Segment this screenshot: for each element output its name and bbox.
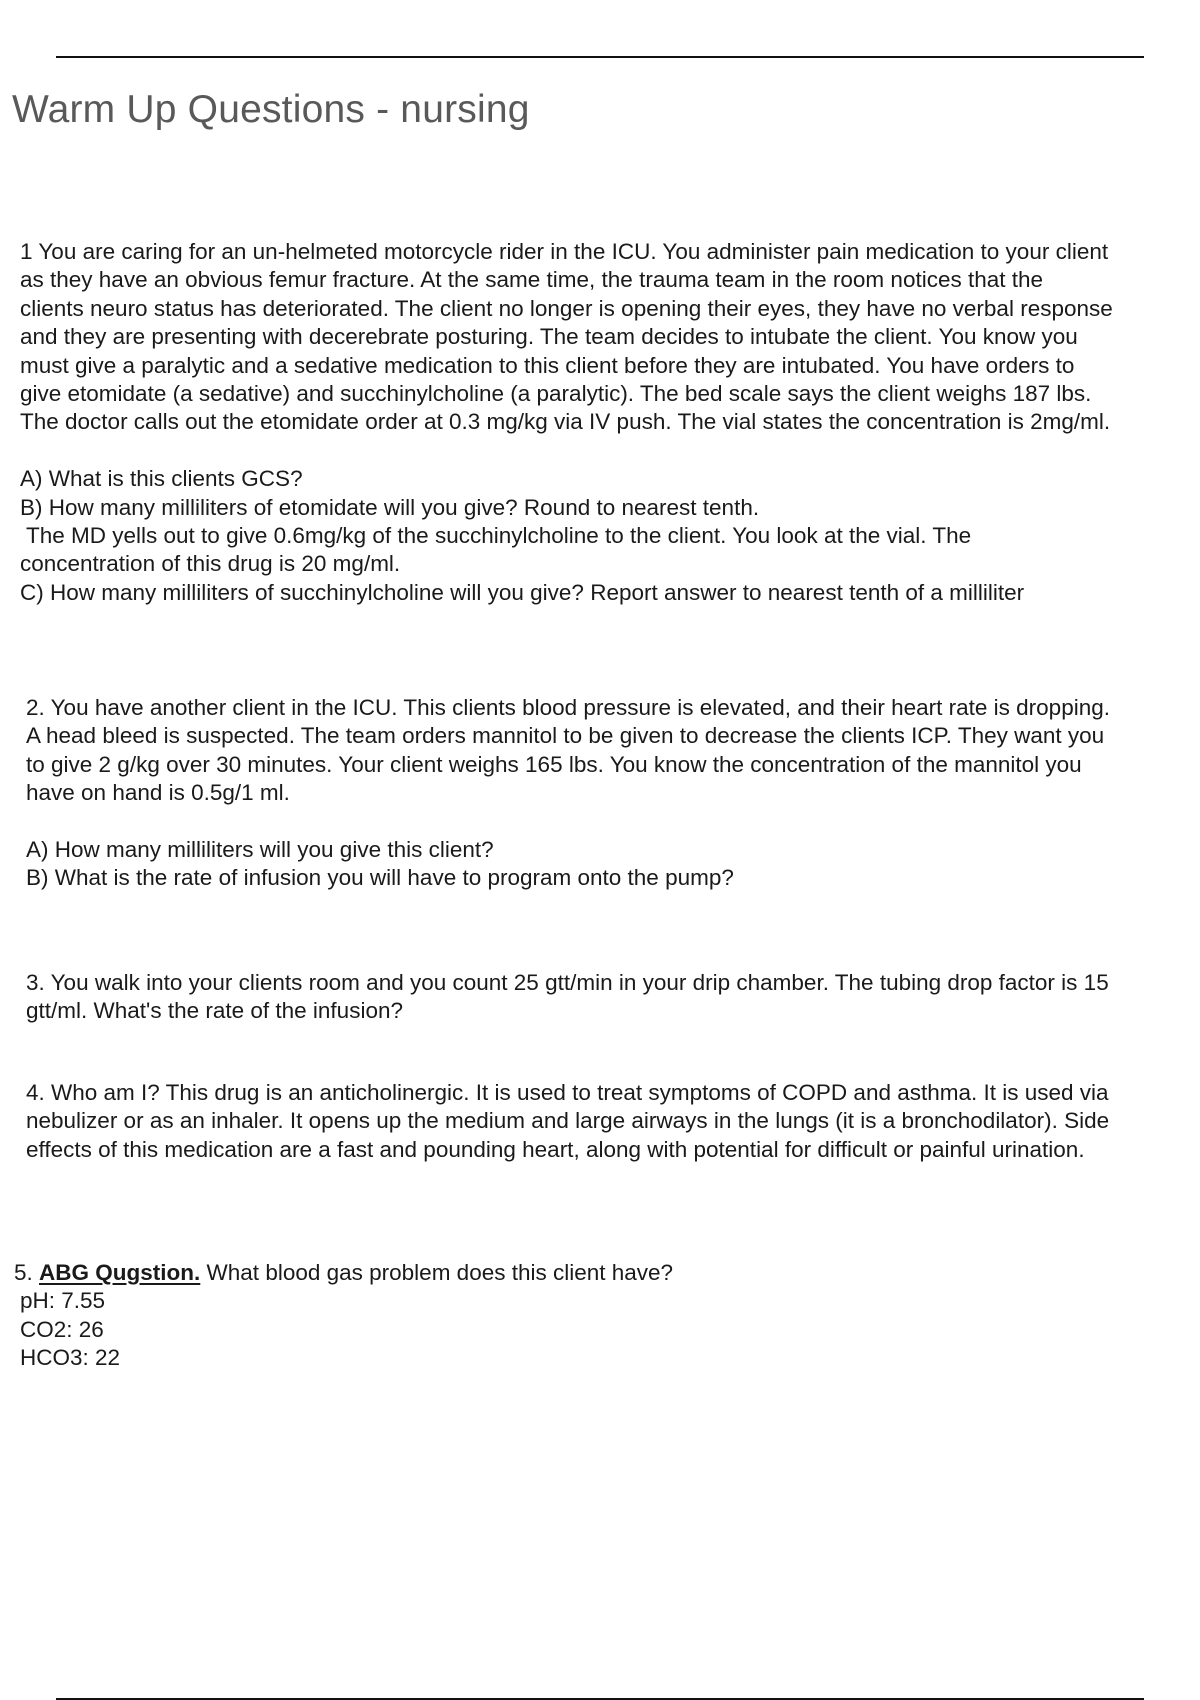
document-title: Warm Up Questions - nursing <box>12 88 530 131</box>
question-4 <box>26 1079 1109 1164</box>
question-2 <box>26 694 1110 893</box>
q2-line: 2. You have another client in the ICU. This clients blood pressure is elevated, and their heart rate is dropping. <box>26 695 1110 720</box>
q1-part-a: A) What is this clients GCS? <box>20 466 303 492</box>
q3-line: 3. You walk into your clients room and you count 25 gtt/min in your drip chamber. The tubing drop factor is 15 <box>26 970 1109 995</box>
q5-text: What blood gas problem does this client have? <box>206 1260 674 1285</box>
q3-line: gtt/ml. What's the rate of the infusion? <box>26 998 403 1024</box>
q2-line: A head bleed is suspected. The team orders mannitol to be given to decrease the clients ICP. They want you <box>26 723 1105 749</box>
q1-note-line: concentration of this drug is 20 mg/ml. <box>20 551 401 577</box>
q1-part-c: C) How many milliliters of succhinylcholine will you give? Report answer to nearest tenth of a milliliter <box>20 579 1025 605</box>
abg-value-hco3: HCO3: 22 <box>20 1345 121 1371</box>
q5-heading <box>14 1259 673 1287</box>
q2-part-b: B) What is the rate of infusion you will have to program onto the pump? <box>26 865 734 891</box>
question-5 <box>14 1259 673 1373</box>
q1-part-b: B) How many milliliters of etomidate will you give? Round to nearest tenth. <box>20 494 760 520</box>
top-rule <box>56 56 1144 58</box>
q1-note-line: The MD yells out to give 0.6mg/kg of the succhinylcholine to the client. You look at the vial. The <box>26 523 972 549</box>
q4-line: 4. Who am I? This drug is an anticholinergic. It is used to treat symptoms of COPD and asthma. It is used via <box>26 1080 1109 1105</box>
q5-number: 5. <box>14 1260 33 1285</box>
q2-part-a: A) How many milliliters will you give this client? <box>26 837 494 863</box>
q2-line: have on hand is 0.5g/1 ml. <box>26 780 290 806</box>
question-3 <box>26 969 1109 1026</box>
q1-line: clients neuro status has deteriorated. The client no longer is opening their eyes, they have no verbal response <box>20 295 1113 321</box>
q1-line: 1 You are caring for an un-helmeted motorcycle rider in the ICU. You administer pain medication to your client <box>20 239 1109 264</box>
q1-line: give etomidate (a sedative) and succhinylcholine (a paralytic). The bed scale says the client weighs 187 lbs. <box>20 381 1092 407</box>
q1-line: as they have an obvious femur fracture. At the same time, the trauma team in the room notices that the <box>20 267 1044 293</box>
q1-line: and they are presenting with decerebrate posturing. The team decides to intubate the client. You know you <box>20 324 1078 350</box>
q2-line: to give 2 g/kg over 30 minutes. Your client weighs 165 lbs. You know the concentration of the mannitol you <box>26 751 1082 777</box>
q1-line: The doctor calls out the etomidate order at 0.3 mg/kg via IV push. The vial states the concentration is 2mg/ml. <box>20 409 1111 435</box>
spacer <box>20 437 1113 465</box>
abg-question-label: ABG Qugstion. <box>39 1260 201 1285</box>
abg-value-ph: pH: 7.55 <box>20 1288 106 1314</box>
question-1 <box>20 238 1113 607</box>
spacer <box>26 808 1110 836</box>
abg-value-co2: CO2: 26 <box>20 1316 104 1342</box>
q4-line: nebulizer or as an inhaler. It opens up the medium and large airways in the lungs (it is a bronchodilator). Side <box>26 1108 1110 1134</box>
q4-line: effects of this medication are a fast and pounding heart, along with potential for difficult or painful urination. <box>26 1136 1085 1162</box>
q1-line: must give a paralytic and a sedative medication to this client before they are intubated. You have orders to <box>20 352 1075 378</box>
